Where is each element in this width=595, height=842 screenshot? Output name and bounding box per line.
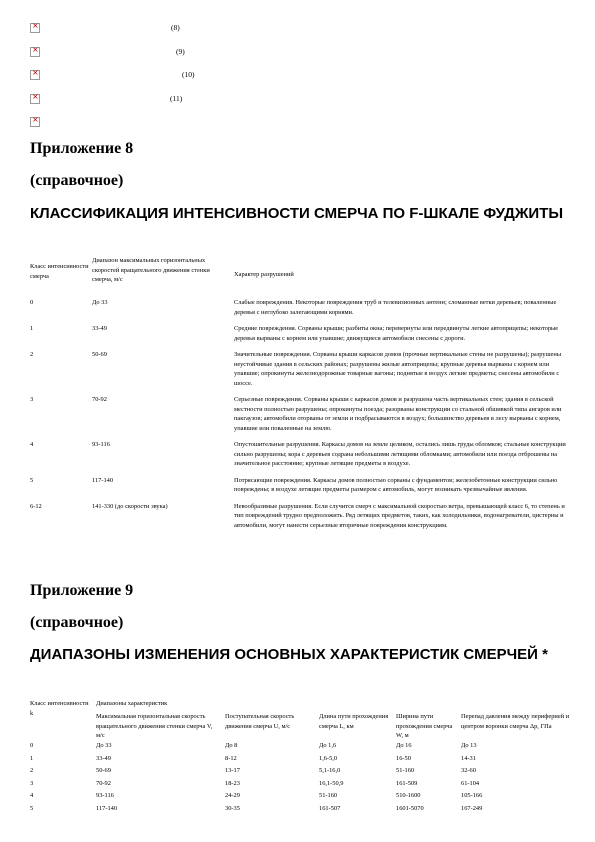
tornado-characteristics-table (30, 699, 570, 817)
table-row (30, 322, 570, 343)
path-length-cell: 5,1-16,0 (319, 767, 341, 775)
pressure-drop-cell: 105-166 (461, 792, 483, 800)
header-class: Класс интенсивности смерча (30, 263, 89, 280)
class-cell: 0 (30, 299, 34, 306)
rotation-speed-cell: 50-69 (96, 767, 111, 775)
broken-image-icon (30, 70, 40, 80)
rotation-speed-cell: 117-140 (96, 804, 118, 812)
class-cell: 1 (30, 325, 34, 332)
damage-cell: Опустошительные разрушения. Каркасы домов на земле целиком, остались лишь груды обломков; стальные конструкции сильно разрушены; кора с деревьев содрана небольшими летящими обломками; автомобили или поезда отброшены на значительное расстояние; крупные летящие предметы в воздухе. (234, 441, 566, 467)
speed-cell: 93-116 (92, 441, 110, 448)
class-cell: 4 (30, 792, 34, 800)
broken-image-icon (30, 23, 40, 33)
path-width-cell: 510-1600 (396, 792, 421, 800)
appendix-9-note: (справочное) (30, 614, 124, 631)
damage-cell: Значительные повреждения. Сорваны крыши каркасов домов (прочные вертикальные стены не разрушены); разрушены неустойчивые здания в сельских районах; разрушены жилые автоприцепы; крупные деревья вырваны с корнем или упавшие; опрокинуты железнодорожные товарные вагоны; поднятые в воздух легкие предметы; снесены автомобили с шоссе. (234, 351, 562, 387)
class-cell: 3 (30, 396, 34, 403)
table-row (30, 766, 570, 779)
damage-cell: Серьезные повреждения. Сорваны крыши с каркасов домов и разрушена часть вертикальных стен; здания в сельской местности полностью разрушены; опрокинуты поезда; разорваны конструкции со стальной обшивкой типа ангаров или пакгаузов; автомобили оторваны от земли и подбрасываются в воздух; большинство деревьев в лесу вырваны с корнем, упавшие или поваленные на землю. (234, 396, 562, 432)
table-row (30, 754, 570, 767)
formula-number: (8) (171, 23, 180, 32)
path-length-cell: 16,1-50,9 (319, 779, 344, 787)
path-length-cell: 51-160 (319, 792, 338, 800)
header-pressure-drop: Перепад давления между периферией и центром воронки смерча Δp, ГПа (461, 713, 570, 730)
translation-speed-cell: 30-35 (225, 804, 240, 812)
path-width-cell: 1601-5070 (396, 804, 424, 812)
broken-image-icon (30, 47, 40, 57)
path-width-cell: 51-160 (396, 767, 415, 775)
appendix-8-title: Приложение 8 (30, 140, 134, 157)
table-row (30, 741, 570, 754)
path-width-cell: 161-509 (396, 779, 418, 787)
class-cell: 6-12 (30, 502, 42, 510)
rotation-speed-cell: До 33 (96, 742, 112, 749)
table-body (30, 741, 570, 817)
broken-image-icon (30, 117, 40, 127)
pressure-drop-cell: До 13 (461, 742, 477, 749)
table-row (30, 438, 570, 469)
speed-cell: До 33 (92, 299, 108, 306)
formula-row (30, 91, 330, 115)
translation-speed-cell: 18-23 (225, 779, 240, 787)
rotation-speed-cell: 33-49 (96, 754, 111, 762)
table-row (30, 393, 570, 433)
speed-cell: 33-49 (92, 325, 107, 332)
formula-number: (11) (170, 93, 183, 103)
formula-row (30, 67, 330, 91)
formula-row (30, 44, 330, 68)
speed-cell: 117-140 (92, 476, 114, 484)
class-cell: 1 (30, 754, 34, 762)
table-row (30, 779, 570, 792)
speed-cell: 141-330 (до скорости звука) (92, 502, 168, 510)
class-cell: 5 (30, 476, 34, 484)
header-speed-range: Диапазон максимальных горизонтальных скоростей вращательного движения стенки смерча, м/с (92, 257, 210, 283)
path-length-cell: 1,6-5,0 (319, 754, 338, 762)
appendix-9-title: Приложение 9 (30, 582, 134, 599)
table-row (30, 348, 570, 388)
damage-cell: Слабые повреждения. Некоторые повреждения труб и телевизионных антенн; сломанные ветки деревьев; поваленные деревья с неглубоко залегающими корнями. (234, 299, 557, 316)
path-width-cell: До 16 (396, 742, 412, 749)
speed-cell: 50-69 (92, 351, 107, 358)
rotation-speed-cell: 93-116 (96, 792, 114, 800)
broken-image-icon (30, 94, 40, 104)
rotation-speed-cell: 70-92 (96, 779, 111, 787)
class-cell: 3 (30, 779, 34, 787)
translation-speed-cell: 24-29 (225, 792, 240, 800)
formula-number: (10) (182, 70, 195, 79)
class-cell: 5 (30, 804, 34, 812)
formula-row (30, 114, 330, 138)
pressure-drop-cell: 32-60 (461, 767, 476, 775)
formula-row (30, 20, 330, 44)
table-body (30, 296, 570, 535)
header-class: Класс интенсивности k (30, 700, 89, 717)
pressure-drop-cell: 61-104 (461, 779, 480, 787)
table-row (30, 500, 570, 531)
table-row (30, 474, 570, 495)
header-path-length: Длина пути прохождения смерча L, км (319, 713, 389, 730)
pressure-drop-cell: 14-31 (461, 754, 476, 762)
table-row (30, 791, 570, 804)
class-cell: 2 (30, 351, 34, 358)
header-group: Диапазоны характеристик (96, 700, 168, 707)
damage-cell: Потрясающие повреждения. Каркасы домов полностью сорваны с фундаментов; железобетонные конструкции сильно повреждены; в воздухе летящие предметы размером с автомобиль, могут возникать чрезвычайные явления. (234, 476, 558, 493)
table-header (30, 699, 570, 741)
translation-speed-cell: 8-12 (225, 754, 237, 762)
formula-number: (9) (176, 46, 185, 56)
class-cell: 0 (30, 742, 34, 749)
header-damage: Характер разрушений (234, 271, 294, 278)
class-cell: 4 (30, 441, 34, 448)
header-translation-speed: Поступательная скорость движения смерча U, м/с (225, 713, 295, 730)
damage-cell: Средние повреждения. Сорваны крыши; разбиты окна; перевернуты или передвинуты легкие автоприцепы; некоторые деревья вырваны с корнем или упавшие; движущиеся автомобили снесены с дороги. (234, 325, 559, 342)
formula-list (30, 20, 330, 138)
damage-cell: Невообразимые разрушения. Если случится смерч с максимальной скоростью ветра, превышающей класс 6, то степень и тип повреждений трудно предположить. Ряд летящих предметов, таких, как холодильники, водонагреватели, цистерны и автомобили, могут нанести серьезные вторичные повреждения конструкциям. (234, 502, 565, 529)
path-width-cell: 16-50 (396, 754, 411, 762)
table-header (30, 256, 570, 296)
pressure-drop-cell: 167-249 (461, 804, 483, 812)
path-length-cell: 161-507 (319, 804, 341, 812)
speed-cell: 70-92 (92, 396, 107, 403)
class-cell: 2 (30, 767, 34, 775)
translation-speed-cell: 13-17 (225, 767, 240, 775)
header-rotation-speed: Максимальная горизонтальная скорость вращательного движения стенки смерча V, м/с (96, 713, 213, 739)
appendix-8-heading: КЛАССИФИКАЦИЯ ИНТЕНСИВНОСТИ СМЕРЧА ПО F-ШКАЛЕ ФУДЖИТЫ (30, 205, 564, 222)
translation-speed-cell: До 8 (225, 742, 238, 749)
appendix-8-note: (справочное) (30, 172, 124, 189)
appendix-9-heading: ДИАПАЗОНЫ ИЗМЕНЕНИЯ ОСНОВНЫХ ХАРАКТЕРИСТИК СМЕРЧЕЙ * (30, 646, 548, 663)
path-length-cell: До 1,6 (319, 742, 337, 749)
header-path-width: Ширина пути прохождения смерча W, м (396, 713, 453, 739)
table-row (30, 296, 570, 317)
table-row (30, 804, 570, 817)
